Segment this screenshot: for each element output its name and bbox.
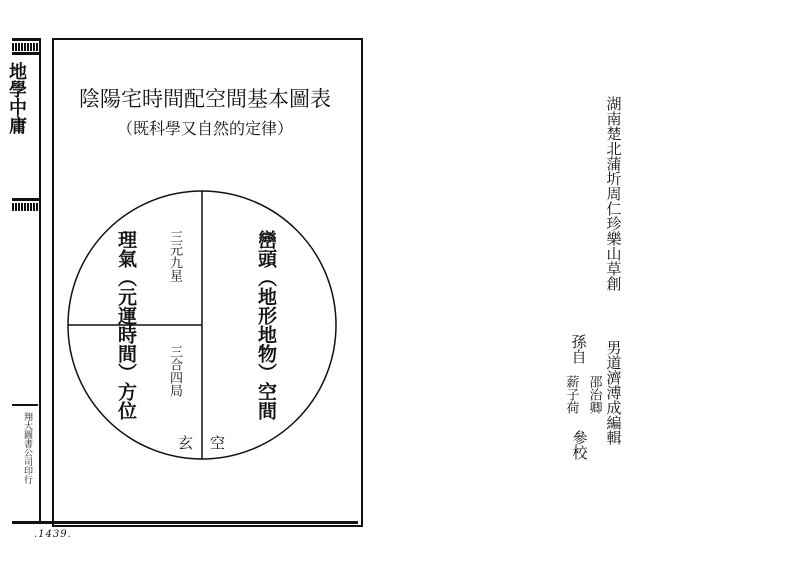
spine-lines-mid	[12, 203, 39, 211]
publisher-name: 翔大圖書公司印行	[22, 412, 32, 484]
editor-credit: 男道濟溥成編輯	[604, 340, 623, 445]
spine-lines-top	[12, 43, 39, 51]
reviser-suffix: 參校	[570, 430, 589, 460]
right-label: 巒頭（地形地物）空間	[255, 230, 277, 420]
reviser-credit-3: 薪子荷	[563, 375, 579, 414]
reviser-credit-2: 邵治卿	[586, 375, 602, 414]
top-mid-label: 三元九星	[167, 230, 182, 282]
page-title: 陰陽宅時間配空間基本圖表	[79, 87, 331, 111]
spine-edge-line	[39, 38, 41, 523]
left-label: 理氣（元運時間）方位	[115, 230, 137, 420]
spine-rule-top-2	[12, 52, 39, 55]
spine-rule-bottom	[12, 404, 38, 406]
bottom-mid-label: 三合四局	[167, 345, 182, 397]
spine-rule-mid	[12, 198, 39, 201]
page-number: .1439.	[34, 529, 72, 540]
spine-title: 地學中庸	[6, 62, 27, 134]
author-credit: 湖南楚北蒲圻周仁珍樂山草創	[604, 96, 623, 291]
kong-char: 空	[210, 434, 226, 452]
spine-rule-top	[12, 38, 39, 41]
circle-diagram	[62, 185, 342, 465]
reviser-credit-1: 孫自	[569, 334, 588, 364]
page-subtitle: （既科學又自然的定律）	[116, 119, 293, 138]
xuan-char: 玄	[178, 434, 194, 452]
